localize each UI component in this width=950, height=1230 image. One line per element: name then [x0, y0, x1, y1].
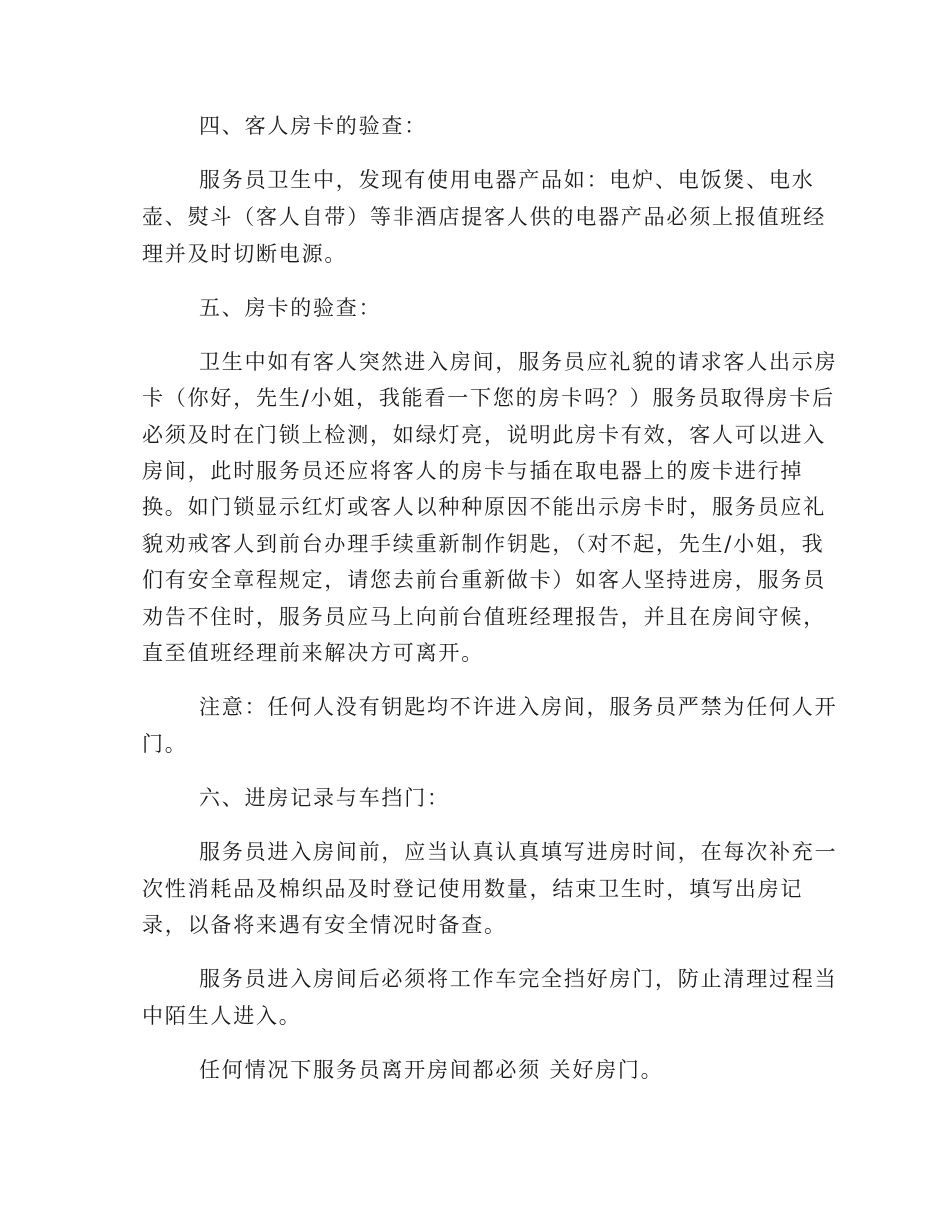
- paragraph-line: 服务员进入房间前，应当认真认真填写进房时间，在每次补充一: [199, 840, 838, 864]
- paragraph-line: 任何情况下服务员离开房间都必须 关好房门。: [199, 1058, 664, 1082]
- paragraph-line: 服务员卫生中，发现有使用电器产品如：电炉、电饭煲、电水: [199, 168, 815, 192]
- section-heading-room-card-check: 五、房卡的验查：: [199, 296, 382, 320]
- paragraph-line: 房间，此时服务员还应将客人的房卡与插在取电器上的废卡进行掉: [142, 459, 804, 483]
- paragraph-line: 劝告不住时，服务员应马上向前台值班经理报告，并且在房间守候，: [142, 605, 826, 629]
- paragraph-line: 壶、熨斗（客人自带）等非酒店提客人供的电器产品必须上报值班经: [142, 205, 826, 229]
- paragraph-line: 服务员进入房间后必须将工作车完全挡好房门，防止清理过程当: [199, 967, 838, 991]
- note-line: 门。: [142, 732, 188, 756]
- section-heading-entry-record: 六、进房记录与车挡门：: [199, 786, 450, 810]
- paragraph-line: 必须及时在门锁上检测，如绿灯亮，说明此房卡有效，客人可以进入: [142, 423, 826, 447]
- paragraph-line: 卫生中如有客人突然进入房间，服务员应礼貌的请求客人出示房: [199, 350, 838, 374]
- paragraph-line: 录，以备将来遇有安全情况时备查。: [142, 913, 507, 937]
- paragraph-line: 中陌生人进入。: [142, 1004, 302, 1028]
- paragraph-line: 换。如门锁显示红灯或客人以种种原因不能出示房卡时，服务员应礼: [142, 495, 826, 519]
- note-line: 注意：任何人没有钥匙均不许进入房间，服务员严禁为任何人开: [199, 695, 838, 719]
- paragraph-line: 卡（你好，先生/小姐，我能看一下您的房卡吗？）服务员取得房卡后: [142, 386, 835, 410]
- section-heading-room-card-check-guest: 四、客人房卡的验查：: [199, 114, 427, 138]
- paragraph-line: 理并及时切断电源。: [142, 242, 348, 266]
- paragraph-line: 次性消耗品及棉织品及时登记使用数量，结束卫生时，填写出房记: [142, 877, 804, 901]
- paragraph-line: 直至值班经理前来解决方可离开。: [142, 641, 484, 665]
- paragraph-line: 们有安全章程规定，请您去前台重新做卡）如客人坚持进房，服务员: [142, 568, 826, 592]
- paragraph-line: 貌劝戒客人到前台办理手续重新制作钥匙，（对不起，先生/小姐，我: [142, 532, 825, 556]
